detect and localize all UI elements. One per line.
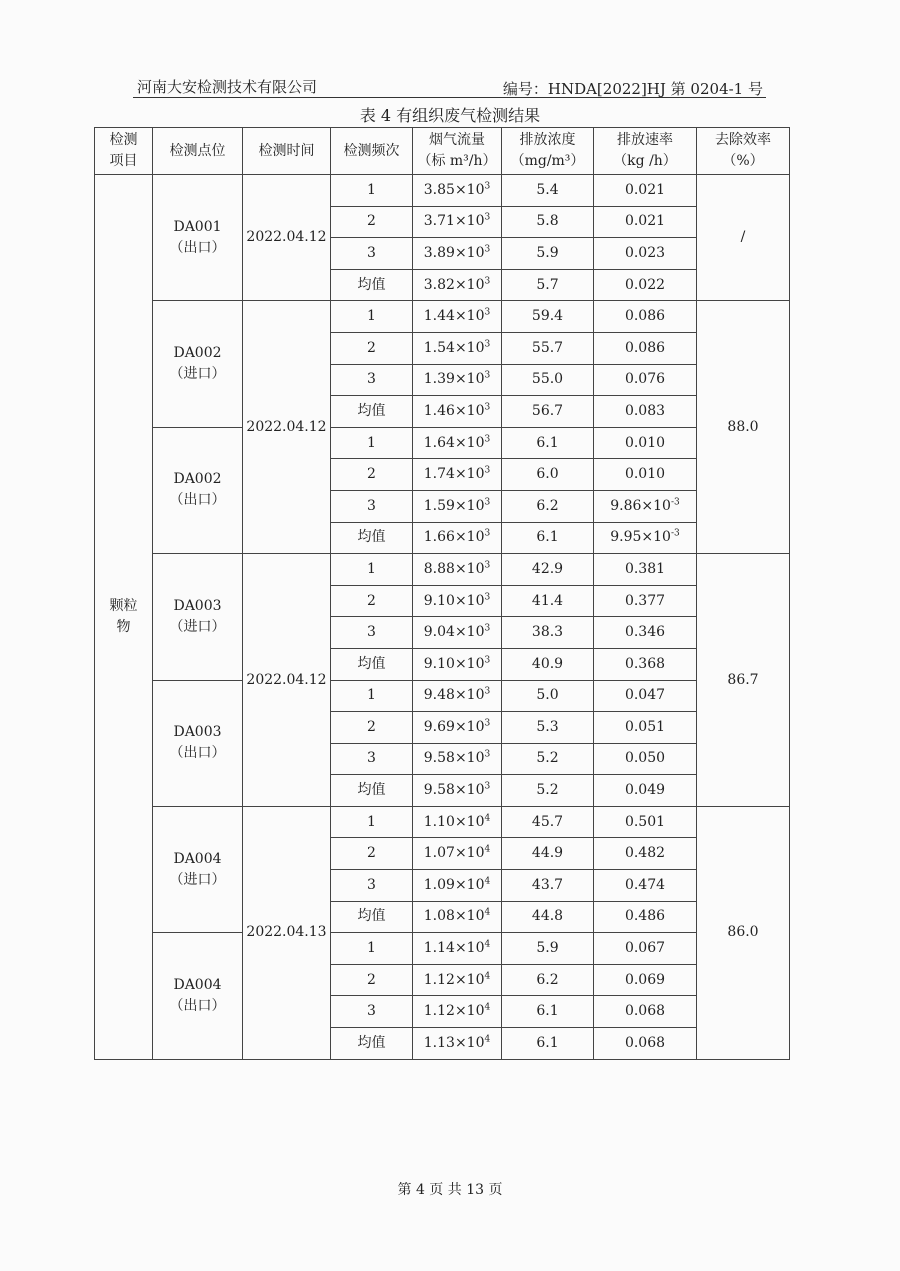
- frequency-cell: 均值: [331, 648, 413, 680]
- point-cell: [153, 301, 243, 427]
- table-row: [95, 175, 790, 207]
- flow-cell-exponent: 3: [484, 749, 491, 760]
- frequency-cell: 2: [331, 332, 413, 364]
- frequency-cell: 2: [331, 964, 413, 996]
- flow-cell-exponent: 4: [484, 907, 491, 918]
- flow-cell-exponent: 3: [484, 497, 491, 508]
- point-code: DA004: [173, 850, 222, 867]
- rate-cell: [594, 996, 697, 1028]
- point-location: （出口）: [169, 745, 226, 762]
- rate-cell-mantissa: 0.021: [624, 181, 666, 198]
- flow-cell: [413, 490, 502, 522]
- concentration-cell: 5.0: [502, 680, 594, 712]
- frequency-cell: 1: [331, 301, 413, 333]
- table-body: [95, 175, 790, 1060]
- rate-cell: [594, 617, 697, 649]
- frequency-cell: 2: [331, 206, 413, 238]
- rate-cell: [594, 964, 697, 996]
- point-code: DA004: [173, 976, 222, 993]
- flow-cell-mantissa: 9.10×10: [423, 592, 485, 609]
- table-row: [95, 301, 790, 333]
- flow-cell: [413, 396, 502, 428]
- item-label-line1: 颗粒: [109, 597, 138, 614]
- col-header-frequency: 检测频次: [331, 128, 413, 175]
- rate-cell-mantissa: 0.010: [624, 466, 666, 483]
- frequency-cell: 3: [331, 490, 413, 522]
- concentration-cell: 5.2: [502, 775, 594, 807]
- flow-cell-exponent: 3: [484, 686, 491, 697]
- frequency-cell: 2: [331, 712, 413, 744]
- flow-cell-exponent: 3: [484, 560, 491, 571]
- rate-cell-mantissa: 0.086: [624, 308, 666, 325]
- rate-cell-mantissa: 9.86×10: [610, 497, 671, 514]
- rate-cell: [594, 933, 697, 965]
- point-location: （进口）: [169, 618, 226, 635]
- rate-cell: [594, 1028, 697, 1060]
- header-divider: [133, 97, 766, 98]
- rate-cell: [594, 522, 697, 554]
- rate-cell-mantissa: 0.069: [624, 971, 666, 988]
- concentration-cell: 40.9: [502, 648, 594, 680]
- rate-cell-mantissa: 0.381: [624, 560, 666, 577]
- date-cell: 2022.04.13: [243, 806, 331, 1059]
- table-row: [95, 427, 790, 459]
- rate-cell-mantissa: 0.067: [624, 940, 666, 957]
- efficiency-cell: /: [697, 175, 790, 301]
- rate-cell-mantissa: 0.086: [624, 339, 666, 356]
- flow-cell: [413, 585, 502, 617]
- rate-cell-mantissa: 0.501: [624, 813, 666, 830]
- point-code: DA003: [173, 597, 222, 614]
- point-cell: [153, 427, 243, 553]
- point-code: DA001: [173, 218, 222, 235]
- frequency-cell: 1: [331, 933, 413, 965]
- date-cell: 2022.04.12: [243, 301, 331, 554]
- rate-cell: [594, 870, 697, 902]
- company-name: 河南大安检测技术有限公司: [137, 78, 318, 96]
- flow-cell: [413, 427, 502, 459]
- rate-cell: [594, 743, 697, 775]
- frequency-cell: 均值: [331, 522, 413, 554]
- rate-cell: [594, 269, 697, 301]
- col-header-concentration: 排放浓度 （mg/m³）: [502, 128, 594, 175]
- flow-cell: [413, 901, 502, 933]
- rate-cell: [594, 806, 697, 838]
- frequency-cell: 3: [331, 364, 413, 396]
- rate-cell-mantissa: 0.346: [624, 624, 666, 641]
- frequency-cell: 3: [331, 238, 413, 270]
- efficiency-cell: 86.7: [697, 554, 790, 807]
- flow-cell: [413, 870, 502, 902]
- concentration-cell: 41.4: [502, 585, 594, 617]
- frequency-cell: 1: [331, 427, 413, 459]
- col-header-efficiency: 去除效率 （%）: [697, 128, 790, 175]
- flow-cell: [413, 522, 502, 554]
- flow-cell-mantissa: 9.10×10: [423, 655, 485, 672]
- flow-cell-exponent: 3: [484, 275, 491, 286]
- flow-cell-exponent: 3: [484, 433, 491, 444]
- rate-cell-mantissa: 0.049: [624, 782, 666, 799]
- concentration-cell: 5.9: [502, 933, 594, 965]
- frequency-cell: 3: [331, 617, 413, 649]
- rate-cell: [594, 459, 697, 491]
- flow-cell-exponent: 3: [484, 370, 491, 381]
- flow-cell-exponent: 4: [484, 939, 491, 950]
- flow-cell-exponent: 3: [484, 402, 491, 413]
- flow-cell: [413, 996, 502, 1028]
- date-cell: 2022.04.12: [243, 175, 331, 301]
- concentration-cell: 45.7: [502, 806, 594, 838]
- frequency-cell: 2: [331, 459, 413, 491]
- flow-cell: [413, 743, 502, 775]
- rate-cell-mantissa: 0.022: [624, 276, 666, 293]
- flow-cell-mantissa: 1.46×10: [423, 402, 485, 419]
- flow-cell-mantissa: 1.07×10: [423, 845, 485, 862]
- flow-cell-mantissa: 1.39×10: [423, 371, 485, 388]
- rate-cell: [594, 332, 697, 364]
- flow-cell: [413, 364, 502, 396]
- table-row: [95, 680, 790, 712]
- rate-cell-exponent: -3: [670, 497, 680, 508]
- flow-cell: [413, 175, 502, 207]
- rate-cell: [594, 238, 697, 270]
- concentration-cell: 6.2: [502, 490, 594, 522]
- frequency-cell: 3: [331, 743, 413, 775]
- rate-cell: [594, 712, 697, 744]
- flow-cell: [413, 1028, 502, 1060]
- concentration-cell: 6.1: [502, 522, 594, 554]
- col-header-rate: 排放速率 （kg /h）: [594, 128, 697, 175]
- frequency-cell: 1: [331, 680, 413, 712]
- rate-cell: [594, 554, 697, 586]
- table-title: 表 4 有组织废气检测结果: [359, 106, 541, 125]
- concentration-cell: 59.4: [502, 301, 594, 333]
- flow-cell: [413, 648, 502, 680]
- flow-cell-mantissa: 3.82×10: [423, 276, 485, 293]
- flow-cell-exponent: 3: [484, 591, 491, 602]
- frequency-cell: 均值: [331, 775, 413, 807]
- flow-cell: [413, 964, 502, 996]
- rate-cell: [594, 775, 697, 807]
- rate-cell-mantissa: 0.047: [624, 687, 666, 704]
- flow-cell-mantissa: 1.10×10: [423, 813, 485, 830]
- flow-cell-mantissa: 9.04×10: [423, 624, 485, 641]
- rate-cell: [594, 175, 697, 207]
- flow-cell: [413, 206, 502, 238]
- flow-cell-mantissa: 1.44×10: [423, 308, 485, 325]
- frequency-cell: 1: [331, 554, 413, 586]
- rate-cell-mantissa: 0.021: [624, 213, 666, 230]
- page-number: 第 4 页 共 13 页: [397, 1182, 503, 1198]
- concentration-cell: 38.3: [502, 617, 594, 649]
- flow-cell-exponent: 4: [484, 970, 491, 981]
- rate-cell: [594, 585, 697, 617]
- results-table: [94, 127, 790, 1060]
- rate-cell: [594, 680, 697, 712]
- flow-cell-mantissa: 1.54×10: [423, 339, 485, 356]
- frequency-cell: 均值: [331, 1028, 413, 1060]
- rate-cell-mantissa: 0.068: [624, 1003, 666, 1020]
- rate-cell: [594, 427, 697, 459]
- flow-cell-mantissa: 1.12×10: [423, 1003, 485, 1020]
- flow-cell-exponent: 3: [484, 307, 491, 318]
- flow-cell-exponent: 4: [484, 876, 491, 887]
- table-row: [95, 806, 790, 838]
- rate-cell: [594, 901, 697, 933]
- table-row: [95, 554, 790, 586]
- flow-cell-exponent: 4: [484, 813, 491, 824]
- flow-cell: [413, 459, 502, 491]
- flow-cell: [413, 269, 502, 301]
- concentration-cell: 44.8: [502, 901, 594, 933]
- frequency-cell: 1: [331, 175, 413, 207]
- flow-cell-exponent: 3: [484, 528, 491, 539]
- rate-cell: [594, 364, 697, 396]
- flow-cell-mantissa: 9.48×10: [423, 687, 485, 704]
- flow-cell-exponent: 4: [484, 1034, 491, 1045]
- concentration-cell: 56.7: [502, 396, 594, 428]
- frequency-cell: 3: [331, 870, 413, 902]
- frequency-cell: 均值: [331, 269, 413, 301]
- concentration-cell: 5.3: [502, 712, 594, 744]
- col-header-time: 检测时间: [243, 128, 331, 175]
- report-number: 编号：HNDA[2022]HJ 第 0204-1 号: [502, 80, 763, 98]
- rate-cell-mantissa: 0.083: [624, 402, 666, 419]
- rate-cell-mantissa: 9.95×10: [610, 529, 671, 546]
- col-header-point: 检测点位: [153, 128, 243, 175]
- point-cell: [153, 554, 243, 680]
- flow-cell: [413, 806, 502, 838]
- rate-cell-mantissa: 0.050: [624, 750, 666, 767]
- frequency-cell: 2: [331, 838, 413, 870]
- flow-cell-exponent: 3: [484, 623, 491, 634]
- flow-cell-exponent: 3: [484, 212, 491, 223]
- flow-cell-exponent: 3: [484, 781, 491, 792]
- point-code: DA002: [173, 345, 222, 362]
- rate-cell-mantissa: 0.068: [624, 1034, 666, 1051]
- rate-cell-mantissa: 0.368: [624, 655, 666, 672]
- flow-cell-exponent: 3: [484, 465, 491, 476]
- concentration-cell: 42.9: [502, 554, 594, 586]
- flow-cell-mantissa: 1.13×10: [423, 1034, 485, 1051]
- efficiency-cell: 86.0: [697, 806, 790, 1059]
- concentration-cell: 5.7: [502, 269, 594, 301]
- concentration-cell: 55.0: [502, 364, 594, 396]
- concentration-cell: 6.0: [502, 459, 594, 491]
- flow-cell: [413, 680, 502, 712]
- point-location: （出口）: [169, 997, 226, 1014]
- flow-cell-mantissa: 1.08×10: [423, 908, 485, 925]
- flow-cell-mantissa: 3.85×10: [423, 181, 485, 198]
- rate-cell-mantissa: 0.486: [624, 908, 666, 925]
- flow-cell-mantissa: 1.74×10: [423, 466, 485, 483]
- flow-cell-mantissa: 1.09×10: [423, 876, 485, 893]
- frequency-cell: 均值: [331, 901, 413, 933]
- frequency-cell: 均值: [331, 396, 413, 428]
- flow-cell-mantissa: 9.69×10: [423, 718, 485, 735]
- point-location: （进口）: [169, 366, 226, 383]
- rate-cell: [594, 301, 697, 333]
- concentration-cell: 5.8: [502, 206, 594, 238]
- table-row: [95, 933, 790, 965]
- frequency-cell: 1: [331, 806, 413, 838]
- rate-cell-mantissa: 0.482: [624, 845, 666, 862]
- flow-cell: [413, 775, 502, 807]
- flow-cell-mantissa: 1.12×10: [423, 971, 485, 988]
- concentration-cell: 5.2: [502, 743, 594, 775]
- point-location: （进口）: [169, 871, 226, 888]
- flow-cell-exponent: 3: [484, 655, 491, 666]
- flow-cell-mantissa: 1.59×10: [423, 497, 485, 514]
- flow-cell-mantissa: 3.89×10: [423, 244, 485, 261]
- flow-cell: [413, 301, 502, 333]
- rate-cell: [594, 396, 697, 428]
- rate-cell-mantissa: 0.076: [624, 371, 666, 388]
- flow-cell: [413, 933, 502, 965]
- col-header-flow: 烟气流量 （标 m³/h）: [413, 128, 502, 175]
- flow-cell-exponent: 3: [484, 339, 491, 350]
- point-cell: [153, 175, 243, 301]
- point-cell: [153, 933, 243, 1059]
- date-cell: 2022.04.12: [243, 554, 331, 807]
- concentration-cell: 6.1: [502, 1028, 594, 1060]
- flow-cell-exponent: 4: [484, 844, 491, 855]
- rate-cell-exponent: -3: [670, 528, 680, 539]
- flow-cell: [413, 554, 502, 586]
- flow-cell-mantissa: 8.88×10: [423, 560, 485, 577]
- concentration-cell: 5.4: [502, 175, 594, 207]
- rate-cell-mantissa: 0.010: [624, 434, 666, 451]
- point-location: （出口）: [169, 492, 226, 509]
- concentration-cell: 43.7: [502, 870, 594, 902]
- concentration-cell: 6.2: [502, 964, 594, 996]
- flow-cell: [413, 238, 502, 270]
- concentration-cell: 5.9: [502, 238, 594, 270]
- concentration-cell: 55.7: [502, 332, 594, 364]
- flow-cell-mantissa: 1.14×10: [423, 940, 485, 957]
- rate-cell: [594, 490, 697, 522]
- rate-cell: [594, 648, 697, 680]
- flow-cell-mantissa: 3.71×10: [423, 213, 485, 230]
- efficiency-cell: 88.0: [697, 301, 790, 554]
- col-header-item: 检测 项目: [95, 128, 153, 175]
- flow-cell: [413, 332, 502, 364]
- header-row: [95, 128, 790, 175]
- flow-cell-mantissa: 9.58×10: [423, 782, 485, 799]
- frequency-cell: 3: [331, 996, 413, 1028]
- point-location: （出口）: [169, 239, 226, 256]
- frequency-cell: 2: [331, 585, 413, 617]
- concentration-cell: 6.1: [502, 996, 594, 1028]
- flow-cell-mantissa: 1.66×10: [423, 529, 485, 546]
- concentration-cell: 44.9: [502, 838, 594, 870]
- rate-cell-mantissa: 0.023: [624, 244, 666, 261]
- flow-cell: [413, 617, 502, 649]
- point-code: DA003: [173, 724, 222, 741]
- point-cell: [153, 806, 243, 932]
- flow-cell-exponent: 3: [484, 181, 491, 192]
- flow-cell-mantissa: 9.58×10: [423, 750, 485, 767]
- flow-cell: [413, 838, 502, 870]
- flow-cell-exponent: 3: [484, 718, 491, 729]
- item-label-line2: 物: [116, 618, 131, 635]
- flow-cell-mantissa: 1.64×10: [423, 434, 485, 451]
- point-cell: [153, 680, 243, 806]
- item-cell: [95, 175, 153, 1060]
- rate-cell: [594, 838, 697, 870]
- concentration-cell: 6.1: [502, 427, 594, 459]
- point-code: DA002: [173, 471, 222, 488]
- flow-cell: [413, 712, 502, 744]
- rate-cell-mantissa: 0.051: [624, 718, 666, 735]
- flow-cell-exponent: 4: [484, 1002, 491, 1013]
- flow-cell-exponent: 3: [484, 244, 491, 255]
- rate-cell: [594, 206, 697, 238]
- rate-cell-mantissa: 0.474: [624, 876, 666, 893]
- rate-cell-mantissa: 0.377: [624, 592, 666, 609]
